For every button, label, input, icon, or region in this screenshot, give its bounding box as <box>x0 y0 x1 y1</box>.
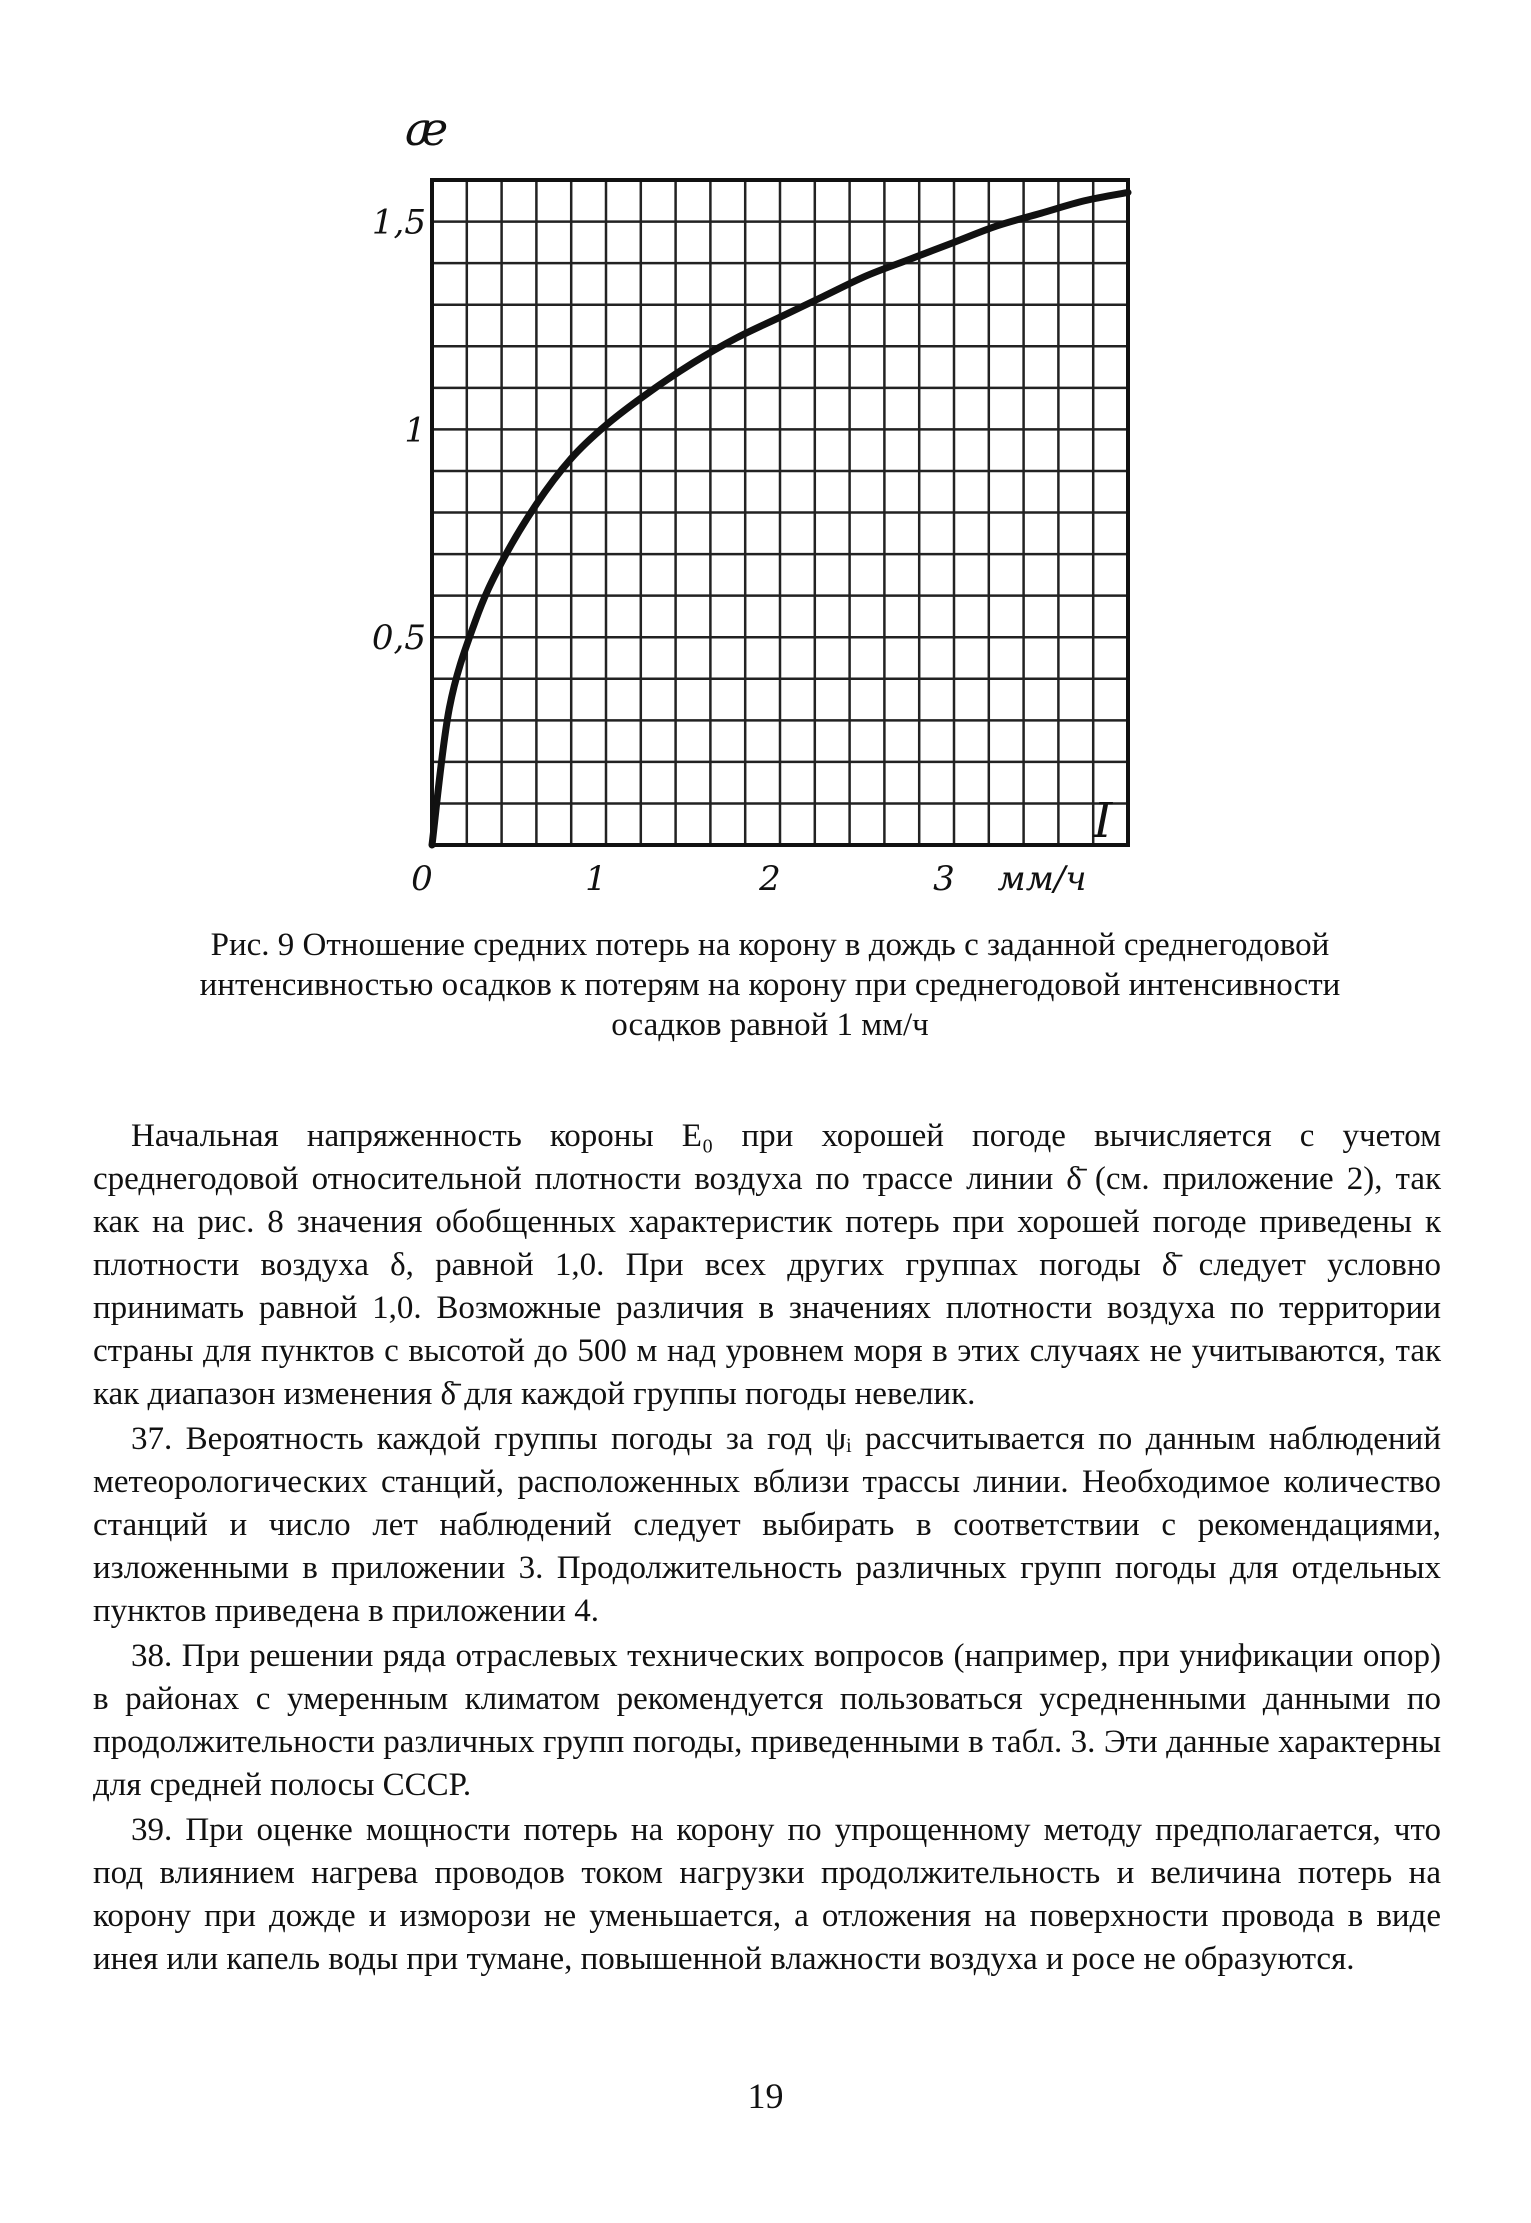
figure-caption <box>150 925 1390 1045</box>
x-axis-unit: мм/ч <box>997 859 1087 899</box>
x-tick-label: 1 <box>585 859 607 899</box>
y-tick-label: 1,5 <box>371 202 426 243</box>
y-tick-label: 1 <box>404 410 426 451</box>
x-axis-label: I <box>1093 793 1113 849</box>
x-tick-label: 0 <box>411 859 433 899</box>
body-text <box>93 1115 1441 1983</box>
page-number: 19 <box>747 2076 784 2116</box>
caption-line: осадков равной 1 мм/ч <box>611 1007 929 1043</box>
paragraph: Начальная напряженность короны E₀ при хорошей погоде вычисляется с учетом среднегодовой относительной плотности воздуха по трассе линии δ̄ (см. приложение 2), так как на рис. 8 значения обобщенных характеристик потерь при хорошей погоде приведены к плотности воздуха δ, равной 1,0. При всех других группах погоды δ̄ следует условно принимать равной 1,0. Возможные различия в значениях плотности воздуха по территории страны для пунктов с высотой до 500 м над уровнем моря в этих случаях не учитываются, так как диапазон изменения δ̄ для каждой группы погоды невелик. <box>93 1118 1441 1412</box>
y-axis-label: æ <box>405 102 449 156</box>
caption-line: Рис. 9 Отношение средних потерь на корону в дождь с заданной среднегодовой <box>210 927 1330 963</box>
x-tick-label: 2 <box>759 859 781 899</box>
paragraph-38: 38. При решении ряда отраслевых технических вопросов (например, при унификации опор) в районах с умеренным климатом рекомендуется пользоваться усредненными данными по продолжительности различных групп погоды, приведенными в табл. 3. Эти данные характерны для средней полосы СССР. <box>93 1638 1441 1803</box>
chart-figure <box>360 100 1140 900</box>
caption-line: интенсивностью осадков к потерям на корону при среднегодовой интенсивности <box>199 967 1341 1003</box>
paragraph-37: 37. Вероятность каждой группы погоды за год ψᵢ рассчитывается по данным наблюдений метеорологических станций, расположенных вблизи трассы линии. Необходимое количество станций и число лет наблюдений следует выбирать в соответствии с рекомендациями, изложенными в приложении 3. Продолжительность различных групп погоды для отдельных пунктов приведена в приложении 4. <box>93 1421 1441 1629</box>
y-tick-label: 0,5 <box>371 618 426 659</box>
x-tick-label: 3 <box>933 859 955 899</box>
chart-grid <box>432 180 1128 845</box>
paragraph-39: 39. При оценке мощности потерь на корону по упрощенному методу предполагается, что под влиянием нагрева проводов током нагрузки продолжительность и величина потерь на корону при дожде и изморози не уменьшается, а отложения на поверхности провода в виде инея или капель воды при тумане, повышенной влажности воздуха и росе не образуются. <box>93 1812 1441 1977</box>
